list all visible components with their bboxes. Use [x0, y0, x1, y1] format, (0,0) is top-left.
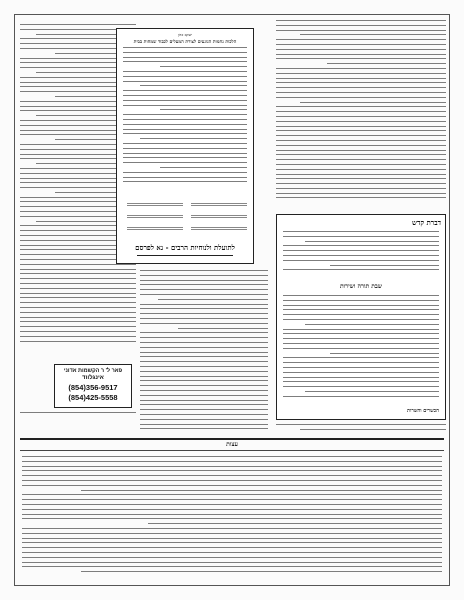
contact-phone1: (854)356-9517 [68, 383, 118, 392]
signature-3 [191, 215, 247, 219]
bottom-heading: עצות [226, 441, 238, 448]
right-column-tail [276, 424, 446, 434]
contact-phone2: (854)425-5558 [68, 393, 118, 402]
center-heading: הלכות נחמות הנוגעים לצורת המעלים לכבוד שמחות בבית [133, 40, 237, 45]
contact-line2: אינגלווד [82, 375, 104, 381]
center-divider [137, 255, 233, 256]
center-column-text [140, 270, 268, 440]
signature-4 [127, 215, 183, 219]
center-subheading: לתועלת ולנוחיות הרבים - נא לפרסם [135, 243, 235, 252]
center-kicker: יעקב כהן [178, 32, 192, 37]
right-column-text [276, 20, 446, 210]
center-text [123, 47, 247, 195]
signature-1 [191, 203, 247, 207]
center-notice-box [116, 28, 254, 264]
contact-box [54, 364, 132, 408]
right-panel [276, 214, 446, 420]
right-panel-footer: הכשרים והשרות [407, 408, 439, 414]
signature-5 [191, 227, 247, 231]
signature-2 [127, 203, 183, 207]
bottom-divider [20, 438, 444, 440]
right-panel-text-1 [283, 231, 439, 279]
contact-line1: פאר ל' ר הקשמות אדוני [63, 368, 123, 374]
right-panel-text-2 [283, 295, 439, 405]
bottom-section-text [22, 456, 442, 582]
right-panel-subheading: שבת תורה ושירות [339, 283, 383, 290]
bottom-heading-rule [20, 450, 444, 451]
left-column-tail [20, 412, 136, 417]
right-panel-heading: דברת קדש [412, 218, 441, 227]
signature-6 [127, 227, 183, 231]
